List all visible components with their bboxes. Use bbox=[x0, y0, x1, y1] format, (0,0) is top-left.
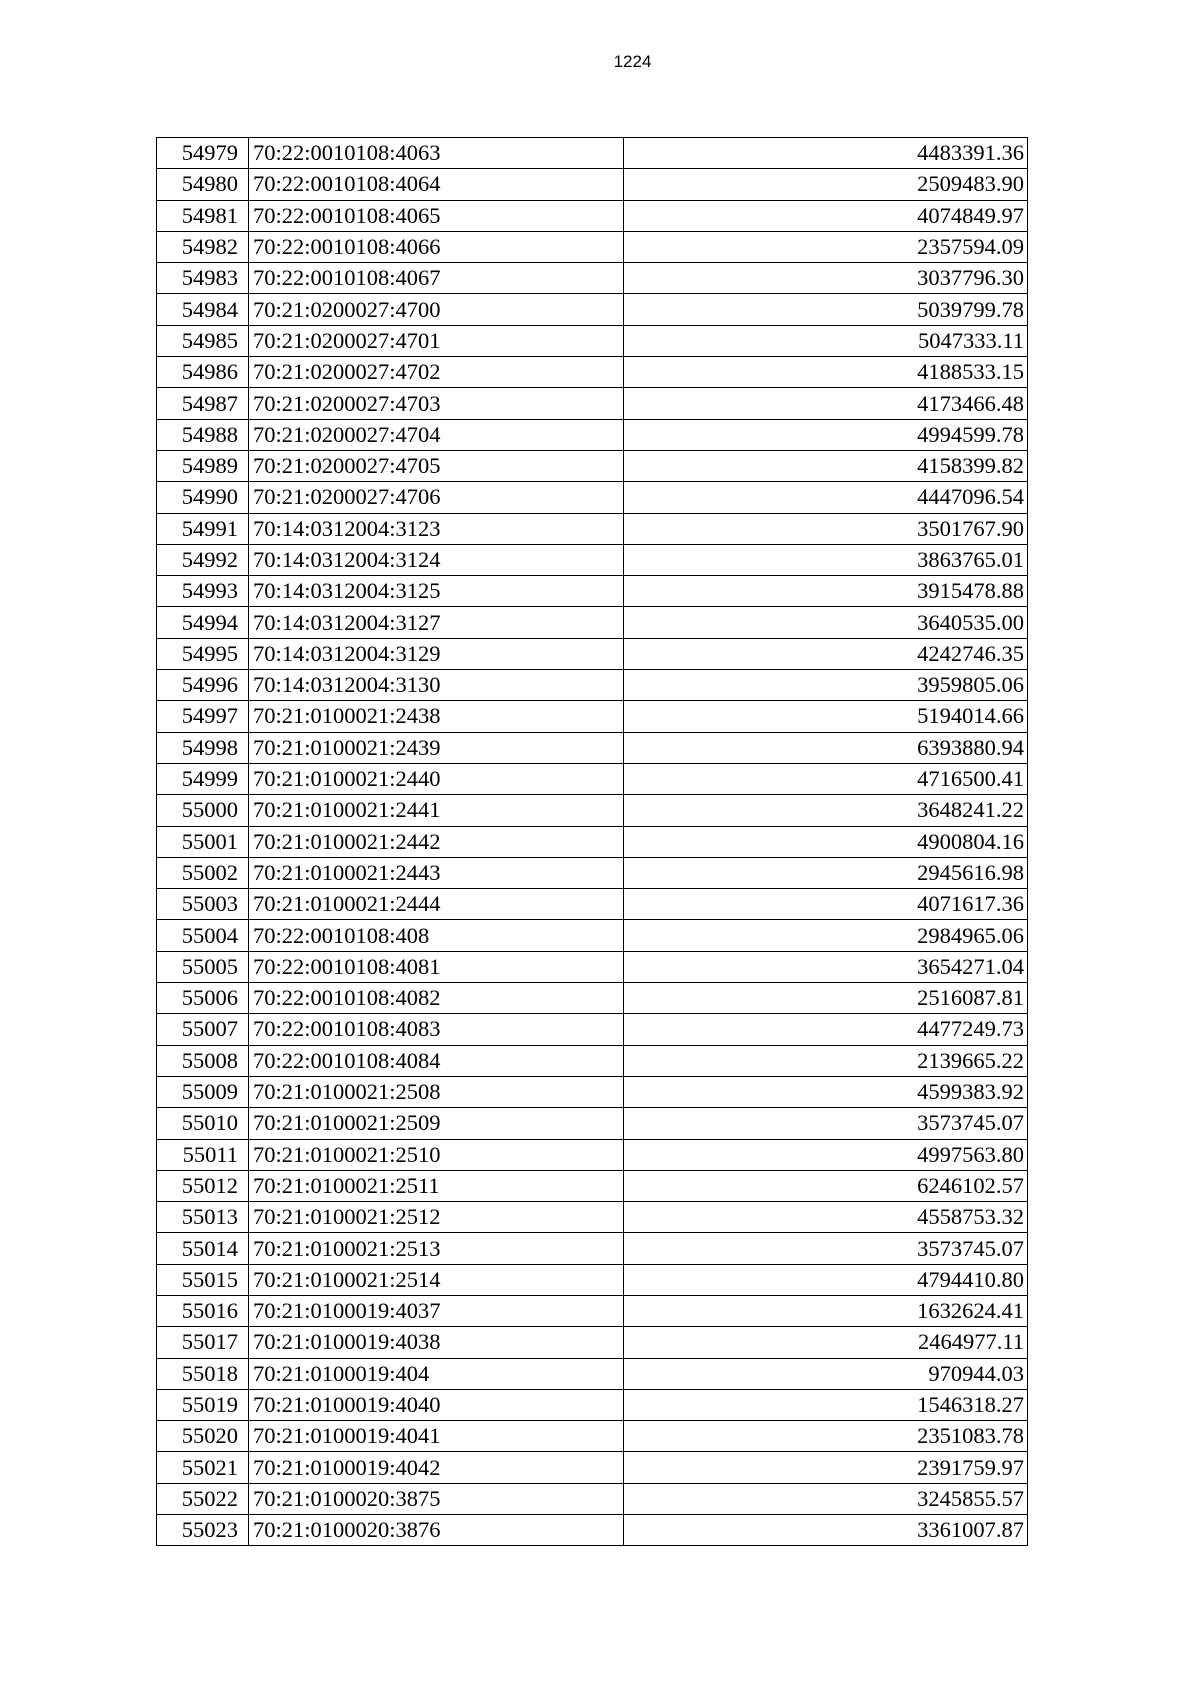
cadastral-number-cell: 70:21:0100021:2513 bbox=[249, 1233, 624, 1264]
table-row bbox=[157, 1045, 1028, 1076]
cadastral-value-cell: 1632624.41 bbox=[624, 1295, 1028, 1326]
cadastral-value-cell: 4794410.80 bbox=[624, 1264, 1028, 1295]
table-row bbox=[157, 231, 1028, 262]
table-row bbox=[157, 1515, 1028, 1546]
cadastral-number-cell: 70:21:0200027:4702 bbox=[249, 357, 624, 388]
row-number-cell: 54986 bbox=[157, 357, 249, 388]
cadastral-number-cell: 70:21:0100021:2443 bbox=[249, 857, 624, 888]
cadastral-number-cell: 70:21:0100021:2440 bbox=[249, 763, 624, 794]
row-number-cell: 55023 bbox=[157, 1515, 249, 1546]
cadastral-value-cell: 2357594.09 bbox=[624, 231, 1028, 262]
cadastral-value-cell: 5194014.66 bbox=[624, 701, 1028, 732]
table-row bbox=[157, 1202, 1028, 1233]
cadastral-value-cell: 3959805.06 bbox=[624, 670, 1028, 701]
cadastral-number-cell: 70:21:0200027:4706 bbox=[249, 482, 624, 513]
row-number-cell: 55002 bbox=[157, 857, 249, 888]
table-row bbox=[157, 513, 1028, 544]
cadastral-value-cell: 2516087.81 bbox=[624, 983, 1028, 1014]
cadastral-number-cell: 70:21:0100019:4041 bbox=[249, 1421, 624, 1452]
table-row bbox=[157, 294, 1028, 325]
row-number-cell: 55017 bbox=[157, 1327, 249, 1358]
cadastral-number-cell: 70:21:0100021:2508 bbox=[249, 1076, 624, 1107]
cadastral-value-cell: 970944.03 bbox=[624, 1358, 1028, 1389]
row-number-cell: 54984 bbox=[157, 294, 249, 325]
row-number-cell: 55018 bbox=[157, 1358, 249, 1389]
row-number-cell: 55020 bbox=[157, 1421, 249, 1452]
cadastral-value-cell: 4997563.80 bbox=[624, 1139, 1028, 1170]
row-number-cell: 54996 bbox=[157, 670, 249, 701]
cadastral-value-cell: 3573745.07 bbox=[624, 1233, 1028, 1264]
cadastral-value-cell: 4483391.36 bbox=[624, 138, 1028, 169]
cadastral-number-cell: 70:22:0010108:4063 bbox=[249, 138, 624, 169]
table-row bbox=[157, 795, 1028, 826]
cadastral-number-cell: 70:14:0312004:3125 bbox=[249, 576, 624, 607]
cadastral-number-cell: 70:14:0312004:3124 bbox=[249, 544, 624, 575]
cadastral-value-cell: 2139665.22 bbox=[624, 1045, 1028, 1076]
table-row bbox=[157, 357, 1028, 388]
table-row bbox=[157, 1327, 1028, 1358]
cadastral-number-cell: 70:21:0200027:4701 bbox=[249, 325, 624, 356]
cadastral-value-cell: 4447096.54 bbox=[624, 482, 1028, 513]
table-body bbox=[157, 138, 1028, 1546]
table-row bbox=[157, 482, 1028, 513]
cadastral-value-cell: 3640535.00 bbox=[624, 607, 1028, 638]
cadastral-value-cell: 4242746.35 bbox=[624, 638, 1028, 669]
cadastral-number-cell: 70:21:0100019:4040 bbox=[249, 1389, 624, 1420]
row-number-cell: 55007 bbox=[157, 1014, 249, 1045]
cadastral-number-cell: 70:22:0010108:4064 bbox=[249, 169, 624, 200]
row-number-cell: 54988 bbox=[157, 419, 249, 450]
cadastral-number-cell: 70:14:0312004:3129 bbox=[249, 638, 624, 669]
table-row bbox=[157, 325, 1028, 356]
cadastral-number-cell: 70:14:0312004:3130 bbox=[249, 670, 624, 701]
table-row bbox=[157, 1295, 1028, 1326]
cadastral-number-cell: 70:21:0100021:2438 bbox=[249, 701, 624, 732]
row-number-cell: 54994 bbox=[157, 607, 249, 638]
table-row bbox=[157, 1483, 1028, 1514]
table-row bbox=[157, 1389, 1028, 1420]
table-row bbox=[157, 732, 1028, 763]
cadastral-value-cell: 3863765.01 bbox=[624, 544, 1028, 575]
table-row bbox=[157, 544, 1028, 575]
cadastral-value-cell: 3501767.90 bbox=[624, 513, 1028, 544]
cadastral-number-cell: 70:21:0100021:2441 bbox=[249, 795, 624, 826]
cadastral-value-cell: 5047333.11 bbox=[624, 325, 1028, 356]
cadastral-number-cell: 70:21:0100020:3876 bbox=[249, 1515, 624, 1546]
cadastral-number-cell: 70:22:0010108:4081 bbox=[249, 951, 624, 982]
table-row bbox=[157, 1264, 1028, 1295]
cadastral-value-cell: 3361007.87 bbox=[624, 1515, 1028, 1546]
table-row bbox=[157, 607, 1028, 638]
table-row bbox=[157, 889, 1028, 920]
cadastral-value-table bbox=[156, 137, 1028, 1546]
cadastral-value-cell: 2464977.11 bbox=[624, 1327, 1028, 1358]
table-row bbox=[157, 1452, 1028, 1483]
table-row bbox=[157, 419, 1028, 450]
row-number-cell: 54992 bbox=[157, 544, 249, 575]
row-number-cell: 54979 bbox=[157, 138, 249, 169]
cadastral-number-cell: 70:21:0100019:4042 bbox=[249, 1452, 624, 1483]
cadastral-value-cell: 4188533.15 bbox=[624, 357, 1028, 388]
table-row bbox=[157, 169, 1028, 200]
row-number-cell: 54987 bbox=[157, 388, 249, 419]
cadastral-value-cell: 6393880.94 bbox=[624, 732, 1028, 763]
row-number-cell: 55011 bbox=[157, 1139, 249, 1170]
cadastral-number-cell: 70:21:0100019:404 bbox=[249, 1358, 624, 1389]
cadastral-number-cell: 70:21:0100020:3875 bbox=[249, 1483, 624, 1514]
row-number-cell: 54982 bbox=[157, 231, 249, 262]
row-number-cell: 55013 bbox=[157, 1202, 249, 1233]
row-number-cell: 55015 bbox=[157, 1264, 249, 1295]
row-number-cell: 54980 bbox=[157, 169, 249, 200]
cadastral-number-cell: 70:21:0100021:2439 bbox=[249, 732, 624, 763]
row-number-cell: 55012 bbox=[157, 1170, 249, 1201]
row-number-cell: 54985 bbox=[157, 325, 249, 356]
row-number-cell: 54981 bbox=[157, 200, 249, 231]
cadastral-number-cell: 70:22:0010108:4065 bbox=[249, 200, 624, 231]
table-row bbox=[157, 138, 1028, 169]
cadastral-number-cell: 70:22:0010108:4066 bbox=[249, 231, 624, 262]
row-number-cell: 54990 bbox=[157, 482, 249, 513]
table-row bbox=[157, 1358, 1028, 1389]
table-row bbox=[157, 951, 1028, 982]
row-number-cell: 55006 bbox=[157, 983, 249, 1014]
cadastral-number-cell: 70:21:0100019:4038 bbox=[249, 1327, 624, 1358]
table-row bbox=[157, 1421, 1028, 1452]
row-number-cell: 54983 bbox=[157, 263, 249, 294]
table-row bbox=[157, 983, 1028, 1014]
row-number-cell: 54998 bbox=[157, 732, 249, 763]
cadastral-value-cell: 3648241.22 bbox=[624, 795, 1028, 826]
row-number-cell: 55021 bbox=[157, 1452, 249, 1483]
cadastral-value-cell: 6246102.57 bbox=[624, 1170, 1028, 1201]
cadastral-value-cell: 4994599.78 bbox=[624, 419, 1028, 450]
row-number-cell: 55004 bbox=[157, 920, 249, 951]
row-number-cell: 55019 bbox=[157, 1389, 249, 1420]
cadastral-number-cell: 70:21:0100021:2514 bbox=[249, 1264, 624, 1295]
table-row bbox=[157, 763, 1028, 794]
table-row bbox=[157, 826, 1028, 857]
table-row bbox=[157, 1014, 1028, 1045]
cadastral-value-cell: 2509483.90 bbox=[624, 169, 1028, 200]
cadastral-number-cell: 70:21:0200027:4700 bbox=[249, 294, 624, 325]
page-number: 1224 bbox=[613, 52, 652, 71]
cadastral-value-cell: 4477249.73 bbox=[624, 1014, 1028, 1045]
cadastral-value-cell: 2351083.78 bbox=[624, 1421, 1028, 1452]
cadastral-value-cell: 5039799.78 bbox=[624, 294, 1028, 325]
cadastral-number-cell: 70:21:0100021:2509 bbox=[249, 1108, 624, 1139]
row-number-cell: 55001 bbox=[157, 826, 249, 857]
table-row bbox=[157, 1170, 1028, 1201]
cadastral-value-cell: 4074849.97 bbox=[624, 200, 1028, 231]
table-row bbox=[157, 388, 1028, 419]
cadastral-number-cell: 70:21:0100021:2512 bbox=[249, 1202, 624, 1233]
row-number-cell: 54995 bbox=[157, 638, 249, 669]
table-row bbox=[157, 701, 1028, 732]
cadastral-value-cell: 2945616.98 bbox=[624, 857, 1028, 888]
row-number-cell: 55010 bbox=[157, 1108, 249, 1139]
cadastral-value-cell: 4071617.36 bbox=[624, 889, 1028, 920]
cadastral-number-cell: 70:21:0200027:4704 bbox=[249, 419, 624, 450]
row-number-cell: 55022 bbox=[157, 1483, 249, 1514]
cadastral-value-cell: 4558753.32 bbox=[624, 1202, 1028, 1233]
cadastral-value-cell: 4599383.92 bbox=[624, 1076, 1028, 1107]
cadastral-number-cell: 70:21:0100021:2511 bbox=[249, 1170, 624, 1201]
cadastral-number-cell: 70:21:0100021:2442 bbox=[249, 826, 624, 857]
cadastral-number-cell: 70:21:0100021:2510 bbox=[249, 1139, 624, 1170]
table-row bbox=[157, 920, 1028, 951]
cadastral-number-cell: 70:22:0010108:408 bbox=[249, 920, 624, 951]
cadastral-number-cell: 70:21:0200027:4703 bbox=[249, 388, 624, 419]
table-row bbox=[157, 450, 1028, 481]
cadastral-number-cell: 70:21:0200027:4705 bbox=[249, 450, 624, 481]
cadastral-number-cell: 70:21:0100021:2444 bbox=[249, 889, 624, 920]
row-number-cell: 54991 bbox=[157, 513, 249, 544]
cadastral-number-cell: 70:22:0010108:4067 bbox=[249, 263, 624, 294]
table-row bbox=[157, 263, 1028, 294]
cadastral-number-cell: 70:14:0312004:3123 bbox=[249, 513, 624, 544]
row-number-cell: 55016 bbox=[157, 1295, 249, 1326]
row-number-cell: 55005 bbox=[157, 951, 249, 982]
row-number-cell: 55008 bbox=[157, 1045, 249, 1076]
cadastral-value-cell: 2984965.06 bbox=[624, 920, 1028, 951]
table-row bbox=[157, 1076, 1028, 1107]
cadastral-value-cell: 4158399.82 bbox=[624, 450, 1028, 481]
table-row bbox=[157, 576, 1028, 607]
row-number-cell: 55000 bbox=[157, 795, 249, 826]
cadastral-number-cell: 70:22:0010108:4084 bbox=[249, 1045, 624, 1076]
table-row bbox=[157, 1233, 1028, 1264]
table-row bbox=[157, 1108, 1028, 1139]
cadastral-number-cell: 70:22:0010108:4082 bbox=[249, 983, 624, 1014]
cadastral-value-cell: 3573745.07 bbox=[624, 1108, 1028, 1139]
cadastral-value-cell: 3245855.57 bbox=[624, 1483, 1028, 1514]
cadastral-number-cell: 70:14:0312004:3127 bbox=[249, 607, 624, 638]
table-row bbox=[157, 638, 1028, 669]
row-number-cell: 55003 bbox=[157, 889, 249, 920]
table-row bbox=[157, 1139, 1028, 1170]
cadastral-number-cell: 70:22:0010108:4083 bbox=[249, 1014, 624, 1045]
row-number-cell: 55009 bbox=[157, 1076, 249, 1107]
table-row bbox=[157, 200, 1028, 231]
row-number-cell: 54989 bbox=[157, 450, 249, 481]
cadastral-value-cell: 4173466.48 bbox=[624, 388, 1028, 419]
row-number-cell: 54997 bbox=[157, 701, 249, 732]
table-row bbox=[157, 670, 1028, 701]
cadastral-value-cell: 1546318.27 bbox=[624, 1389, 1028, 1420]
cadastral-value-cell: 4716500.41 bbox=[624, 763, 1028, 794]
cadastral-value-cell: 3037796.30 bbox=[624, 263, 1028, 294]
cadastral-number-cell: 70:21:0100019:4037 bbox=[249, 1295, 624, 1326]
row-number-cell: 54993 bbox=[157, 576, 249, 607]
cadastral-value-cell: 3654271.04 bbox=[624, 951, 1028, 982]
table-row bbox=[157, 857, 1028, 888]
cadastral-value-cell: 2391759.97 bbox=[624, 1452, 1028, 1483]
cadastral-value-cell: 3915478.88 bbox=[624, 576, 1028, 607]
row-number-cell: 55014 bbox=[157, 1233, 249, 1264]
row-number-cell: 54999 bbox=[157, 763, 249, 794]
cadastral-value-cell: 4900804.16 bbox=[624, 826, 1028, 857]
